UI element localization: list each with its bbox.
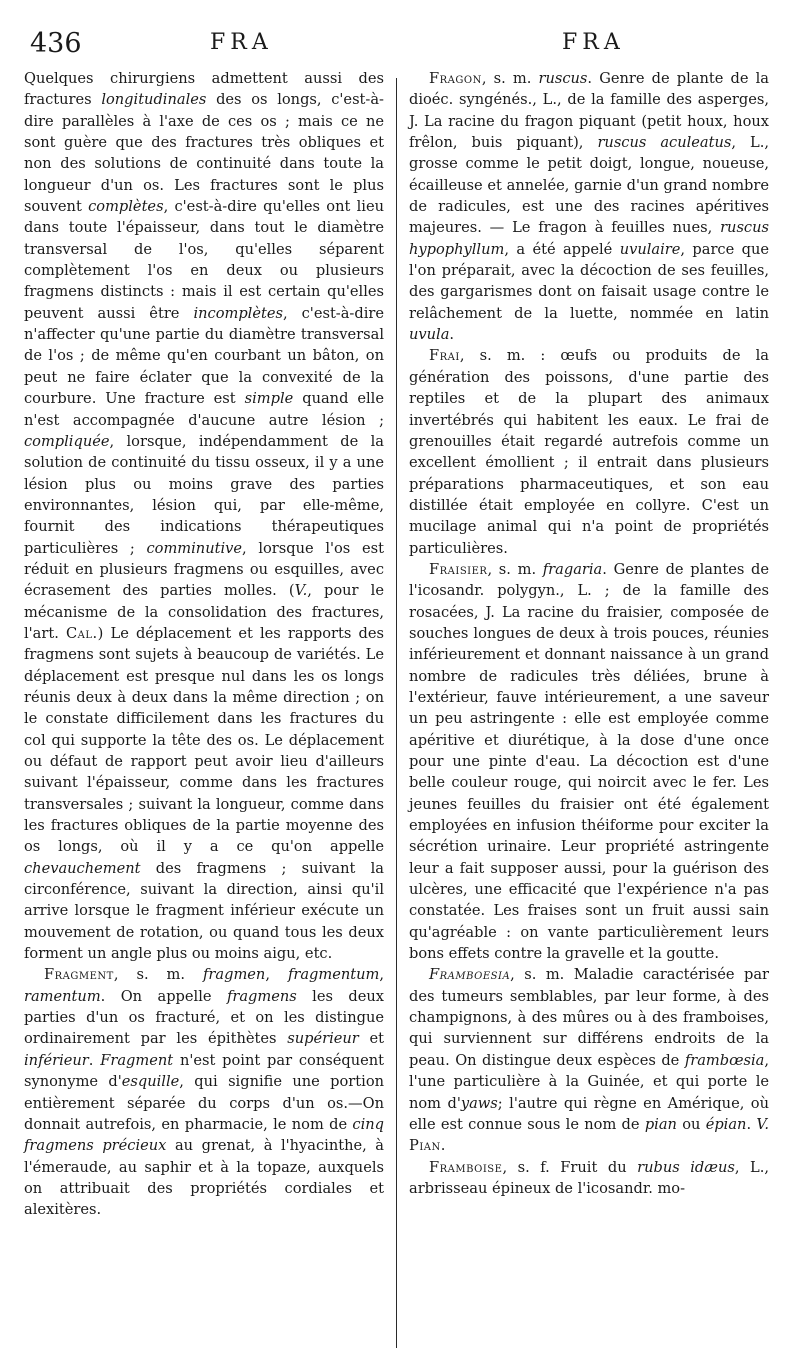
text-run: , <box>379 966 384 984</box>
running-head-right: FRA <box>562 30 625 55</box>
entry-headword: Fragment <box>44 966 114 984</box>
italic-term: chevauchement <box>24 859 141 877</box>
italic-term: cinq fragmens précieux <box>24 1115 384 1155</box>
text-run: , L., arbrisseau épineux de l'icosandr. mo- <box>409 1158 769 1197</box>
text-run: , s. m. <box>481 70 539 87</box>
text-run: , <box>265 966 288 984</box>
text-run: . <box>449 326 455 344</box>
text-run: . <box>440 1137 446 1155</box>
dictionary-entry <box>409 345 769 558</box>
text-run: , pour le mécanisme de la consolidation des fractures, l'art. <box>24 582 384 642</box>
right-column <box>397 68 769 1199</box>
text-run: . <box>746 1115 757 1133</box>
italic-term: yaws <box>460 1094 498 1112</box>
italic-term: V. <box>294 582 308 600</box>
entry-headword: Framboise <box>429 1158 503 1176</box>
italic-term: esquille <box>121 1073 180 1091</box>
italic-term: supérieur <box>287 1030 359 1048</box>
text-run: , s. f. Fruit du <box>502 1158 638 1176</box>
dictionary-entry <box>409 559 769 965</box>
running-head-left: FRA <box>210 30 273 55</box>
italic-term: fragmens <box>226 987 297 1005</box>
entry-headword: Frai <box>429 347 460 365</box>
text-run: Cal. <box>66 624 98 642</box>
entry-headword: Framboesia <box>429 966 511 984</box>
dictionary-entry <box>409 1157 769 1200</box>
dictionary-entry <box>409 964 769 1156</box>
text-run: , s. m. <box>487 560 543 578</box>
text-run: , c'est-à-dire qu'elles ont lieu dans toute l'épaisseur, dans tout le diamètre transversal de l'os, qu'elles séparent complètement l'os en deux ou plusieurs fragmens distincts : mais il est certain qu'elles peuvent aussi être <box>24 198 385 322</box>
text-run: . Genre de plantes de l'icosandr. polygyn., L. ; de la famille des rosacées, J. La racine du fraisier, composée de souches longues de deux à trois pouces, réunies inférieurement et donnant naissance à un grand nombre de radicules très déliées, brune à l'extérieur, fauve intérieurement, a une saveur un peu astringente : elle est employée comme apéritive et diurétique, à la dose d'une once pour une pinte d'eau. La décoction est d'une belle couleur rouge, qui noircit avec le fer. Les jeunes feuilles du fraisier ont été également employées en infusion théiforme pour exciter la sécrétion urinaire. Leur propriété astringente leur a fait supposer aussi, pour la guérison des ulcères, une efficacité que l'expérience n'a pas constatée. Les fraises sont un fruit aussi sain qu'agréable : on vante particulièrement leurs bons effets contre la gravelle et la goutte. <box>409 560 769 963</box>
text-run: Quelques chirurgiens admettent aussi des fractures <box>24 70 384 109</box>
italic-term: pian <box>644 1115 677 1133</box>
italic-term: ruscus aculeatus <box>597 134 732 152</box>
text-run: , s. m. : œufs ou produits de la génération des poissons, d'une partie des reptiles et de la plupart des animaux invertébrés qui habitent les eaux. Le frai de grenouilles était regardé autrefois comme un excellent émollient ; il entrait dans plusieurs préparations pharmaceutiques, et son eau distillée était employée en collyre. C'est un mucilage animal qui n'a point de propriétés particulières. <box>409 347 769 557</box>
page-number: 436 <box>30 28 82 59</box>
text-run: les deux parties d'un os fracturé, et on les distingue ordinairement par les épithètes <box>24 987 384 1048</box>
italic-term: frambœsia <box>684 1051 765 1069</box>
italic-term: Fragment <box>100 1051 174 1069</box>
italic-term: ruscus hypophyllum <box>409 219 769 258</box>
text-run: ; l'autre qui règne en Amérique, où elle est connue sous le nom de <box>409 1094 769 1133</box>
left-column <box>24 68 396 1221</box>
text-run: , s. m. <box>113 966 204 984</box>
text-run: , c'est-à-dire n'affecter qu'une partie du diamètre transversal de l'os ; de même qu'en courbant un bâton, on peut ne faire éclater que la convexité de la courbure. Une fracture est <box>24 304 384 408</box>
text-run: , qui signifie une portion entièrement séparée du corps d'un os.—On donnait autrefois, en pharmacie, le nom de <box>24 1073 385 1133</box>
italic-term: fragmen <box>203 966 266 984</box>
text-run: , a été appelé <box>504 240 620 258</box>
italic-term: inférieur <box>24 1051 89 1069</box>
dictionary-entry <box>409 68 769 345</box>
italic-term: épian <box>705 1115 747 1133</box>
text-run: , l'une particulière à la Guinée, et qui porte le nom d' <box>409 1051 769 1112</box>
dictionary-entry <box>24 964 384 1220</box>
text-run: . <box>88 1051 101 1069</box>
italic-term: ramentum <box>24 987 101 1005</box>
continued-paragraph <box>24 68 384 964</box>
text-run: . Genre de plante de la dioéc. syngénés., L., de la famille des asperges, J. La racine du fragon piquant (petit houx, houx frêlon, buis piquant), <box>409 70 769 152</box>
text-run: n'est point par conséquent synonyme d' <box>24 1051 384 1091</box>
text-run: , parce que l'on préparait, avec la décoction de ses feuilles, des gargarismes dont on faisait usage contre le relâchement de la luette, nommée en latin <box>409 240 770 322</box>
italic-term: simple <box>244 390 294 408</box>
text-run: , lorsque l'os est réduit en plusieurs fragmens ou esquilles, avec écrasement des parties molles. ( <box>24 539 384 600</box>
text-run: des fragmens ; suivant la circonférence, suivant la direction, ainsi qu'il arrive lorsque le fragment inférieur exécute un mouvement de rotation, ou quand tous les deux forment un angle plus ou moins aigu, etc. <box>24 859 384 963</box>
two-column-body <box>24 68 776 1348</box>
italic-term: uvulaire <box>619 240 681 258</box>
italic-term: longitudinales <box>101 91 207 109</box>
italic-term: ruscus <box>538 70 588 87</box>
text-run: , L., grosse comme le petit doigt, longue, noueuse, écailleuse et annelée, garnie d'un grand nombre de radicules, est une des racines apéritives majeures. — Le fragon à feuilles nues, <box>409 134 769 237</box>
text-run: au grenat, à l'hyacinthe, à l'émeraude, au saphir et à la topaze, auxquels on attribuait des propriétés cordiales et alexitères. <box>24 1137 385 1219</box>
italic-term: fragmentum <box>287 966 380 984</box>
text-run: des os longs, c'est-à-dire parallèles à l'axe de ces os ; mais ce ne sont guère que des fractures très obliques et non des solutions de continuité dans toute la longueur d'un os. Les fractures sont le plus souvent <box>24 91 384 216</box>
italic-term: complètes <box>88 198 164 216</box>
italic-term: comminutive <box>146 539 243 557</box>
italic-term: rubus idæus <box>637 1158 735 1176</box>
page-header <box>24 28 776 68</box>
italic-term: uvula <box>409 326 450 344</box>
entry-headword: Fraisier <box>429 560 488 578</box>
italic-term: V. <box>756 1115 769 1133</box>
entry-headword: Fragon <box>429 70 482 87</box>
text-run: , lorsque, indépendamment de la solution de continuité du tissu osseux, il y a une lésion plus ou moins grave des parties environnantes, lésion qui, par elle-même, fournit des indications thérapeutiques particulières ; <box>24 432 384 557</box>
text-run: ou <box>676 1115 706 1133</box>
text-run: Pian <box>409 1137 441 1155</box>
italic-term: compliquée <box>24 432 110 450</box>
text-run: quand elle n'est accompagnée d'aucune autre lésion ; <box>24 390 384 429</box>
italic-term: incomplètes <box>193 304 283 322</box>
text-run: , s. m. Maladie caractérisée par des tumeurs semblables, par leur forme, à des champignons, à des mûres ou à des framboises, qui surviennent sur différens endroits de la peau. On distingue deux espèces de <box>409 966 769 1069</box>
text-run: . On appelle <box>100 987 227 1005</box>
text-run: ) Le déplacement et les rapports des fragmens sont sujets à beaucoup de variétés. Le déplacement est presque nul dans les os longs réunis deux à deux dans la même direction ; on le constate difficilement dans les fractures du col qui supporte la tête des os. Le déplacement ou défaut de rapport peut avoir lieu d'ailleurs suivant l'épaisseur, comme dans les fractures transversales ; suivant la longueur, comme dans les fractures obliques de la partie moyenne des os longs, où il y a ce qu'on appelle <box>24 624 384 856</box>
italic-term: fragaria <box>542 560 603 578</box>
text-run: et <box>358 1030 385 1048</box>
